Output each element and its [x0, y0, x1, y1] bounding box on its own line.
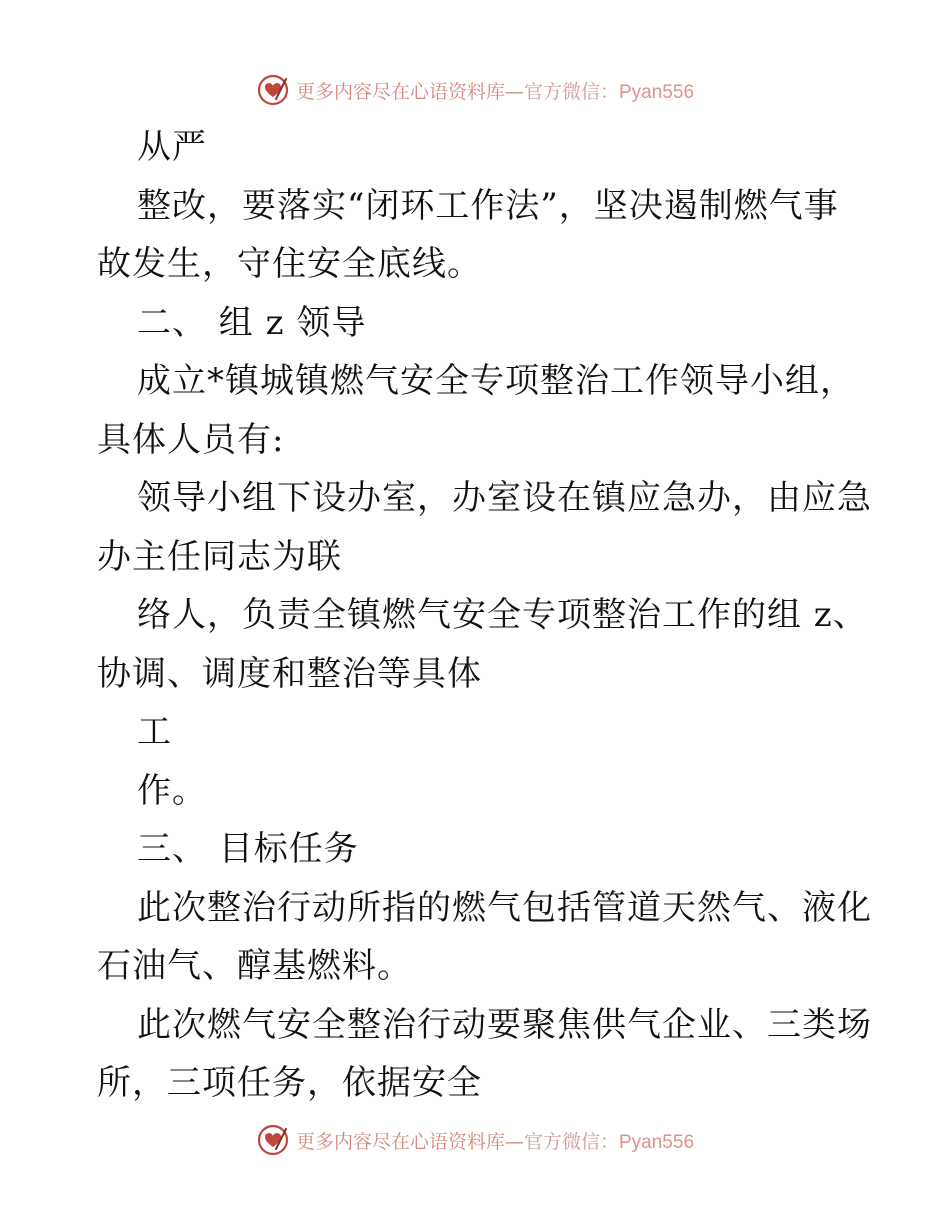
text-line: 二、 组 z 领导: [137, 302, 367, 343]
text-line: 此次燃气安全整治行动要聚焦供气企业、三类场: [137, 1004, 872, 1045]
text-line: 络人，负责全镇燃气安全专项整治工作的组 z、: [137, 595, 868, 635]
watermark-handle: Pyan556: [619, 1131, 695, 1153]
watermark-separator: —: [504, 1130, 524, 1153]
footer-watermark: [0, 1120, 950, 1160]
watermark-separator: —: [504, 80, 524, 103]
text-line: 成立*镇城镇燃气安全专项整治工作领导小组，: [137, 361, 855, 401]
text-line: 故发生，守住安全底线。: [97, 244, 482, 284]
text-line: 从严: [137, 127, 207, 167]
text-line: 所，三项任务，依据安全: [97, 1063, 482, 1103]
text-line: 整改，要落实“闭环工作法”，坚决遏制燃气事: [137, 185, 839, 226]
heart-pen-logo-icon: [256, 1123, 290, 1157]
watermark-handle: Pyan556: [619, 81, 695, 103]
text-line: 办主任同志为联: [97, 536, 342, 577]
text-line: 协调、调度和整治等具体: [97, 653, 482, 694]
watermark-label: 官方微信：: [523, 1130, 619, 1153]
text-line: 此次整治行动所指的燃气包括管道天然气、液化: [137, 887, 872, 928]
text-line: 工: [137, 712, 172, 752]
watermark-label: 官方微信：: [523, 80, 619, 103]
document-body: [97, 118, 872, 1113]
heart-pen-logo-icon: [256, 73, 290, 107]
watermark-brand: 更多内容尽在心语资料库: [295, 80, 505, 103]
text-line: 三、 目标任务: [137, 829, 359, 869]
watermark-text: [296, 1127, 694, 1154]
text-line: 领导小组下设办室，办室设在镇应急办，由应急: [137, 478, 872, 518]
text-line: 石油气、醇基燃料。: [97, 946, 412, 986]
header-watermark: [0, 70, 950, 110]
watermark-brand: 更多内容尽在心语资料库: [295, 1130, 505, 1153]
watermark-text: [296, 77, 694, 104]
text-line: 具体人员有:: [97, 419, 285, 460]
text-line: 作。: [137, 770, 207, 811]
